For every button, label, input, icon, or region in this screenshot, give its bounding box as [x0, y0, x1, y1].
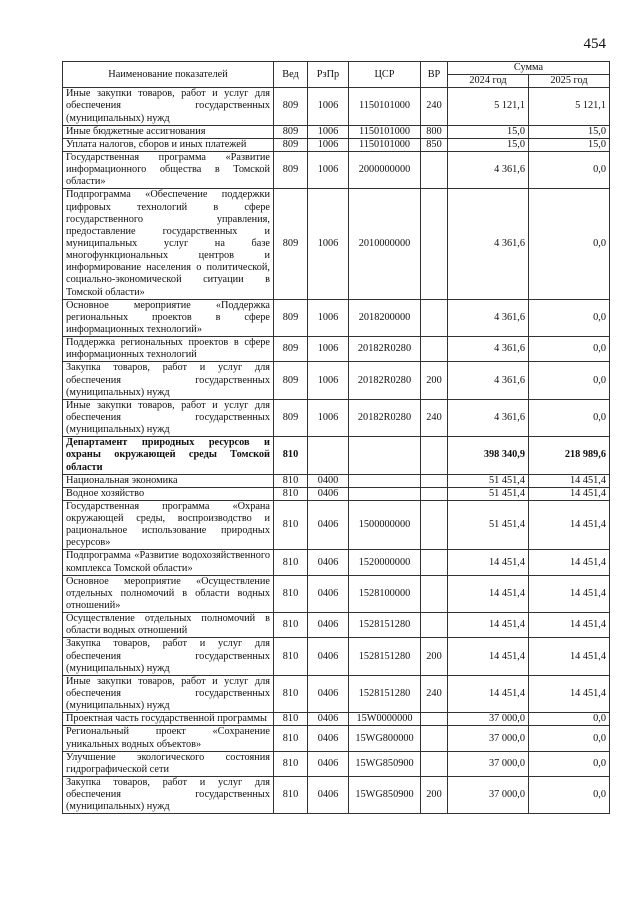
cell-sum-2025: 0,0: [529, 726, 610, 751]
cell-csr: 1150101000: [349, 125, 421, 138]
budget-table: [62, 61, 610, 814]
cell-name: Подпрограмма «Развитие водохозяйственного комплекса Томской области»: [63, 550, 274, 575]
cell-name: Улучшение экологического состояния гидрографической сети: [63, 751, 274, 776]
cell-rzpr: 1006: [308, 399, 349, 436]
cell-csr: 2000000000: [349, 151, 421, 188]
cell-vr: [421, 613, 448, 638]
cell-sum-2024: 4 361,6: [448, 337, 529, 362]
cell-csr: 1528100000: [349, 575, 421, 612]
table-row: [63, 675, 610, 712]
cell-vr: [421, 550, 448, 575]
cell-name: Подпрограмма «Обеспечение поддержки цифровых технологий в сфере государственного управления, предоставление государственных и муниципальных услуг на базе многофункциональных центров и информирование населения о политической, социально-экономической ситуации в Томской области»: [63, 189, 274, 299]
col-csr-header: ЦСР: [349, 62, 421, 88]
cell-ved: 810: [274, 751, 308, 776]
cell-sum-2025: 0,0: [529, 151, 610, 188]
cell-sum-2025: 14 451,4: [529, 675, 610, 712]
cell-vr: [421, 437, 448, 474]
cell-sum-2025: 14 451,4: [529, 550, 610, 575]
col-2025-header: 2025 год: [529, 75, 610, 88]
cell-name: Уплата налогов, сборов и иных платежей: [63, 138, 274, 151]
cell-ved: 810: [274, 675, 308, 712]
cell-sum-2024: 14 451,4: [448, 613, 529, 638]
cell-sum-2025: 14 451,4: [529, 487, 610, 500]
cell-csr: 1528151280: [349, 638, 421, 675]
cell-sum-2024: 4 361,6: [448, 362, 529, 399]
cell-rzpr: 1006: [308, 125, 349, 138]
cell-sum-2025: 0,0: [529, 299, 610, 336]
cell-name: Иные закупки товаров, работ и услуг для обеспечения государственных (муниципальных) нужд: [63, 675, 274, 712]
cell-name: Основное мероприятие «Поддержка региональных проектов в сфере информационных технологий»: [63, 299, 274, 336]
cell-sum-2025: 0,0: [529, 777, 610, 814]
cell-vr: 240: [421, 675, 448, 712]
cell-vr: 200: [421, 777, 448, 814]
cell-sum-2025: 15,0: [529, 125, 610, 138]
col-name-header: Наименование показателей: [63, 62, 274, 88]
cell-sum-2024: 4 361,6: [448, 399, 529, 436]
cell-ved: 809: [274, 337, 308, 362]
cell-vr: 240: [421, 88, 448, 125]
cell-rzpr: 0406: [308, 638, 349, 675]
cell-vr: 200: [421, 362, 448, 399]
page-number: 454: [583, 36, 606, 52]
cell-name: Региональный проект «Сохранение уникальных водных объектов»: [63, 726, 274, 751]
cell-rzpr: 0406: [308, 726, 349, 751]
cell-csr: 20182R0280: [349, 337, 421, 362]
cell-sum-2024: 14 451,4: [448, 575, 529, 612]
cell-rzpr: 0406: [308, 713, 349, 726]
table-row: [63, 487, 610, 500]
cell-vr: 200: [421, 638, 448, 675]
cell-vr: [421, 713, 448, 726]
cell-vr: [421, 151, 448, 188]
cell-ved: 810: [274, 500, 308, 550]
table-row: [63, 399, 610, 436]
table-row: [63, 550, 610, 575]
cell-name: Иные бюджетные ассигнования: [63, 125, 274, 138]
cell-sum-2024: 4 361,6: [448, 189, 529, 299]
cell-rzpr: 0406: [308, 675, 349, 712]
cell-sum-2024: 37 000,0: [448, 777, 529, 814]
cell-sum-2024: 51 451,4: [448, 474, 529, 487]
col-sum-header: Сумма: [448, 62, 610, 75]
cell-ved: 809: [274, 399, 308, 436]
cell-sum-2025: 0,0: [529, 751, 610, 776]
cell-rzpr: 1006: [308, 189, 349, 299]
table-row: [63, 638, 610, 675]
cell-vr: [421, 299, 448, 336]
cell-sum-2025: 218 989,6: [529, 437, 610, 474]
cell-rzpr: 0406: [308, 613, 349, 638]
cell-ved: 810: [274, 487, 308, 500]
cell-csr: 15WG800000: [349, 726, 421, 751]
table-row: [63, 125, 610, 138]
cell-sum-2024: 51 451,4: [448, 500, 529, 550]
col-rzpr-header: РзПр: [308, 62, 349, 88]
cell-ved: 810: [274, 437, 308, 474]
cell-rzpr: 1006: [308, 151, 349, 188]
cell-sum-2024: 4 361,6: [448, 299, 529, 336]
table-row: [63, 151, 610, 188]
cell-sum-2024: 4 361,6: [448, 151, 529, 188]
table-row: [63, 575, 610, 612]
cell-rzpr: 0400: [308, 474, 349, 487]
cell-sum-2025: 0,0: [529, 189, 610, 299]
cell-csr: 1500000000: [349, 500, 421, 550]
cell-sum-2024: 51 451,4: [448, 487, 529, 500]
cell-rzpr: [308, 437, 349, 474]
cell-sum-2025: 0,0: [529, 713, 610, 726]
table-row: [63, 299, 610, 336]
table-row: [63, 713, 610, 726]
cell-sum-2024: 14 451,4: [448, 550, 529, 575]
table-row: [63, 777, 610, 814]
cell-vr: 800: [421, 125, 448, 138]
table-header: [63, 62, 610, 88]
cell-rzpr: 0406: [308, 575, 349, 612]
cell-sum-2024: 15,0: [448, 125, 529, 138]
cell-sum-2025: 14 451,4: [529, 638, 610, 675]
cell-ved: 809: [274, 362, 308, 399]
cell-name: Департамент природных ресурсов и охраны окружающей среды Томской области: [63, 437, 274, 474]
cell-vr: [421, 500, 448, 550]
cell-name: Иные закупки товаров, работ и услуг для обеспечения государственных (муниципальных) нужд: [63, 88, 274, 125]
cell-csr: [349, 474, 421, 487]
cell-csr: 20182R0280: [349, 362, 421, 399]
col-vr-header: ВР: [421, 62, 448, 88]
cell-rzpr: 0406: [308, 550, 349, 575]
cell-sum-2024: 37 000,0: [448, 713, 529, 726]
cell-sum-2025: 5 121,1: [529, 88, 610, 125]
cell-ved: 810: [274, 550, 308, 575]
cell-sum-2024: 15,0: [448, 138, 529, 151]
cell-vr: [421, 189, 448, 299]
cell-name: Проектная часть государственной программы: [63, 713, 274, 726]
cell-vr: [421, 575, 448, 612]
cell-sum-2024: 5 121,1: [448, 88, 529, 125]
cell-csr: 1150101000: [349, 138, 421, 151]
cell-name: Закупка товаров, работ и услуг для обеспечения государственных (муниципальных) нужд: [63, 638, 274, 675]
cell-vr: [421, 474, 448, 487]
cell-ved: 809: [274, 189, 308, 299]
table-row: [63, 337, 610, 362]
cell-ved: 809: [274, 151, 308, 188]
cell-sum-2024: 37 000,0: [448, 726, 529, 751]
cell-csr: 15WG850900: [349, 751, 421, 776]
cell-ved: 809: [274, 125, 308, 138]
cell-vr: 240: [421, 399, 448, 436]
table-row: [63, 437, 610, 474]
col-ved-header: Вед: [274, 62, 308, 88]
table-row: [63, 138, 610, 151]
cell-vr: [421, 726, 448, 751]
cell-name: Национальная экономика: [63, 474, 274, 487]
cell-sum-2025: 14 451,4: [529, 474, 610, 487]
cell-ved: 810: [274, 575, 308, 612]
cell-sum-2024: 14 451,4: [448, 675, 529, 712]
cell-rzpr: 1006: [308, 337, 349, 362]
cell-ved: 809: [274, 88, 308, 125]
cell-csr: 1528151280: [349, 613, 421, 638]
cell-name: Основное мероприятие «Осуществление отдельных полномочий в области водных отношений»: [63, 575, 274, 612]
table-row: [63, 500, 610, 550]
cell-csr: 1520000000: [349, 550, 421, 575]
table-row: [63, 613, 610, 638]
cell-csr: 2018200000: [349, 299, 421, 336]
cell-vr: [421, 487, 448, 500]
cell-csr: [349, 487, 421, 500]
cell-name: Поддержка региональных проектов в сфере информационных технологий: [63, 337, 274, 362]
cell-ved: 809: [274, 299, 308, 336]
cell-rzpr: 0406: [308, 487, 349, 500]
cell-vr: [421, 751, 448, 776]
table-row: [63, 88, 610, 125]
cell-ved: 810: [274, 638, 308, 675]
cell-sum-2025: 14 451,4: [529, 500, 610, 550]
cell-sum-2025: 0,0: [529, 362, 610, 399]
cell-name: Государственная программа «Развитие информационного общества в Томской области»: [63, 151, 274, 188]
cell-sum-2025: 14 451,4: [529, 613, 610, 638]
cell-vr: [421, 337, 448, 362]
table-row: [63, 726, 610, 751]
cell-sum-2025: 0,0: [529, 337, 610, 362]
cell-name: Государственная программа «Охрана окружающей среды, воспроизводство и рациональное использование природных ресурсов»: [63, 500, 274, 550]
cell-csr: 15W0000000: [349, 713, 421, 726]
cell-name: Закупка товаров, работ и услуг для обеспечения государственных (муниципальных) нужд: [63, 777, 274, 814]
cell-rzpr: 1006: [308, 299, 349, 336]
table-row: [63, 189, 610, 299]
cell-rzpr: 1006: [308, 362, 349, 399]
col-2024-header: 2024 год: [448, 75, 529, 88]
cell-rzpr: 0406: [308, 777, 349, 814]
cell-csr: 1150101000: [349, 88, 421, 125]
cell-ved: 810: [274, 613, 308, 638]
cell-csr: 20182R0280: [349, 399, 421, 436]
cell-ved: 809: [274, 138, 308, 151]
cell-sum-2025: 15,0: [529, 138, 610, 151]
cell-csr: [349, 437, 421, 474]
cell-ved: 810: [274, 726, 308, 751]
cell-csr: 15WG850900: [349, 777, 421, 814]
cell-name: Закупка товаров, работ и услуг для обеспечения государственных (муниципальных) нужд: [63, 362, 274, 399]
cell-vr: 850: [421, 138, 448, 151]
cell-name: Водное хозяйство: [63, 487, 274, 500]
cell-rzpr: 1006: [308, 88, 349, 125]
cell-sum-2024: 37 000,0: [448, 751, 529, 776]
cell-ved: 810: [274, 474, 308, 487]
cell-sum-2024: 14 451,4: [448, 638, 529, 675]
cell-name: Иные закупки товаров, работ и услуг для обеспечения государственных (муниципальных) нужд: [63, 399, 274, 436]
cell-rzpr: 0406: [308, 751, 349, 776]
table-body: [63, 88, 610, 814]
cell-rzpr: 1006: [308, 138, 349, 151]
cell-rzpr: 0406: [308, 500, 349, 550]
table-row: [63, 751, 610, 776]
cell-sum-2024: 398 340,9: [448, 437, 529, 474]
cell-ved: 810: [274, 777, 308, 814]
cell-sum-2025: 14 451,4: [529, 575, 610, 612]
cell-name: Осуществление отдельных полномочий в области водных отношений: [63, 613, 274, 638]
table-row: [63, 362, 610, 399]
table-row: [63, 474, 610, 487]
cell-csr: 1528151280: [349, 675, 421, 712]
cell-csr: 2010000000: [349, 189, 421, 299]
cell-sum-2025: 0,0: [529, 399, 610, 436]
cell-ved: 810: [274, 713, 308, 726]
